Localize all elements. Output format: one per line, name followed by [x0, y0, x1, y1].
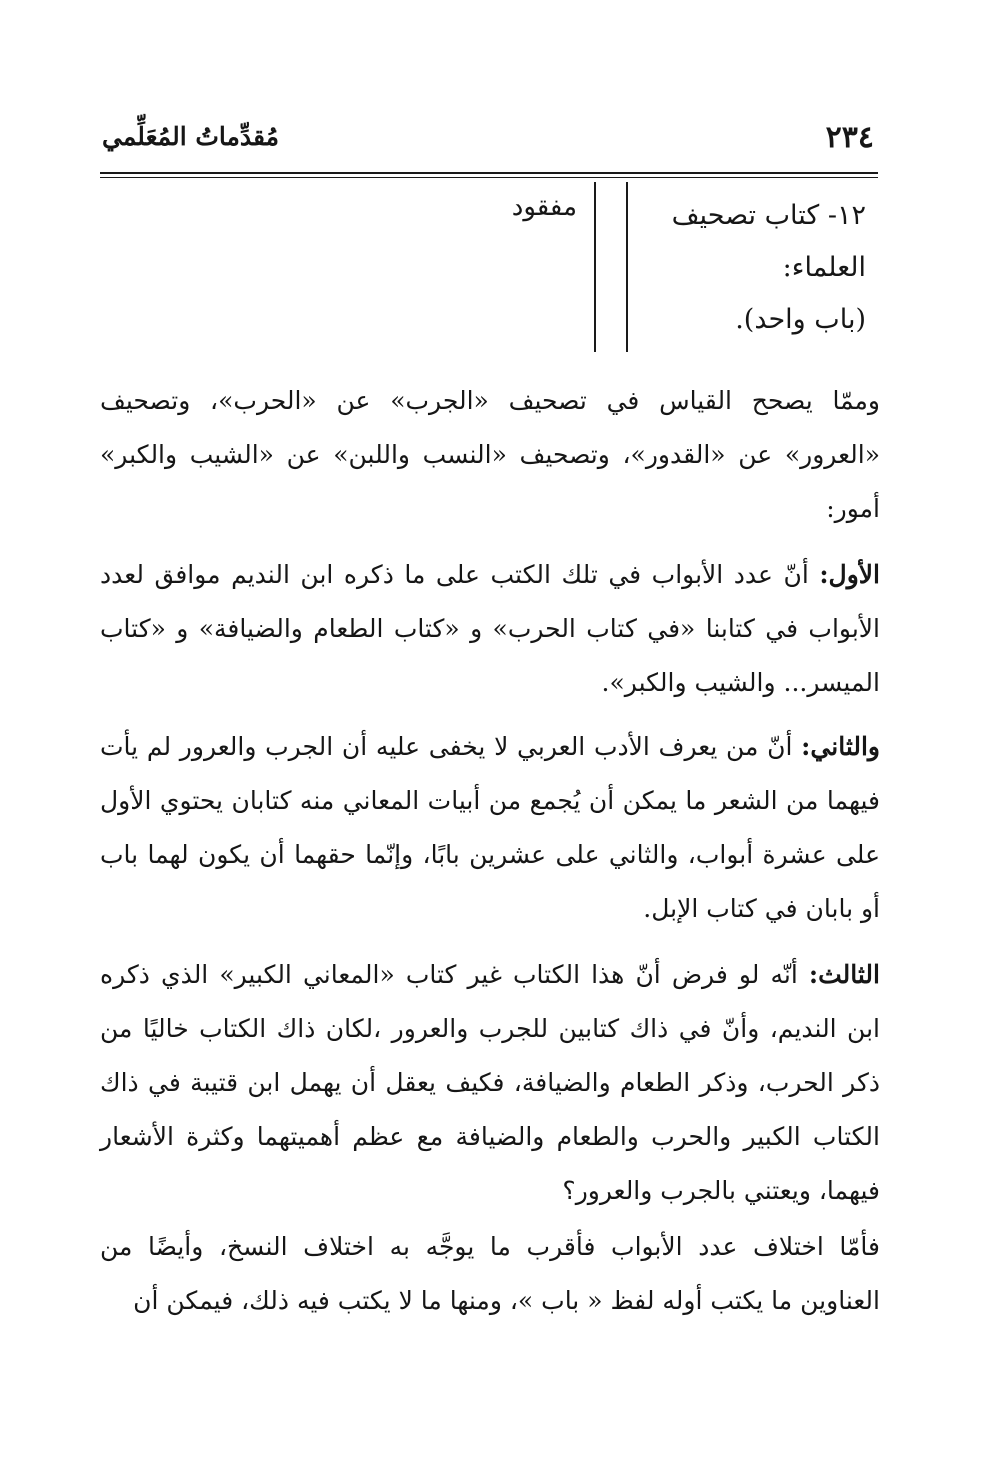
book-entry-row: [100, 182, 880, 354]
entry-title-line: (باب واحد).: [735, 304, 866, 335]
paragraph-lead: الأول:: [819, 560, 880, 589]
paragraph-text: أنّ عدد الأبواب في تلك الكتب على ما ذكره ابن النديم موافق لعدد الأبواب في كتابنا «في كتاب الحرب» و «كتاب الطعام والضيافة» و «كتاب الميسر... والشيب والكبر».: [100, 560, 880, 697]
paragraph-lead: الثالث:: [808, 960, 880, 989]
paragraph-text: أنّه لو فرض أنّ هذا الكتاب غير كتاب «المعاني الكبير» الذي ذكره ابن النديم، وأنّ في ذاك كتابين للجرب والعرور ،لكان ذاك الكتاب خاليًا من ذكر الحرب، وذكر الطعام والضيافة، فكيف يعقل أن يهمل ابن قتيبة في ذاك الكتاب الكبير والحرب والطعام والضيافة مع عظم أهميتهما وكثرة الأشعار فيهما، ويعتني بالجرب والعرور؟: [100, 960, 881, 1205]
paragraph-text: فأمّا اختلاف عدد الأبواب فأقرب ما يوجَّه به اختلاف النسخ، وأيضًا من العناوين ما يكتب أوله لفظ « باب »، ومنها ما لا يكتب فيه ذلك، فيمكن أن: [100, 1232, 880, 1315]
column-divider: [594, 182, 596, 352]
paragraph-text: وممّا يصحح القياس في تصحيف «الجرب» عن «الحرب»، وتصحيف «العرور» عن «القدور»، وتصحيف «النسب واللبن» عن «الشيب والكبر» أمور:: [100, 386, 880, 523]
entry-title-line: ١٢- كتاب تصحيف: [671, 200, 866, 231]
header-rule-thin: [100, 177, 878, 178]
entry-title-line: العلماء:: [782, 252, 866, 283]
header-rule-thick: [100, 172, 878, 174]
paragraph-third-point: [100, 948, 880, 1218]
paragraph-first-point: [100, 548, 880, 710]
paragraph-closing: [100, 1220, 880, 1328]
column-divider: [626, 182, 628, 352]
paragraph-text: أنّ من يعرف الأدب العربي لا يخفى عليه أن الجرب والعرور لم يأت فيهما من الشعر ما يمكن أن يُجمع من أبيات المعاني منه كتابان يحتوي الأول على عشرة أبواب، والثاني على عشرين بابًا، وإنّما حقهما أن يكون لهما باب أو بابان في كتاب الإبل.: [100, 732, 880, 923]
page-header: [100, 118, 880, 168]
paragraph-intro: [100, 374, 880, 536]
entry-title: [626, 190, 866, 346]
entry-status: مفقود: [511, 192, 577, 222]
paragraph-lead: والثاني:: [801, 732, 880, 761]
running-title: مُقدِّماتُ المُعَلِّمي: [102, 122, 280, 151]
page-number: ٢٣٤: [825, 120, 874, 155]
paragraph-second-point: [100, 720, 880, 936]
